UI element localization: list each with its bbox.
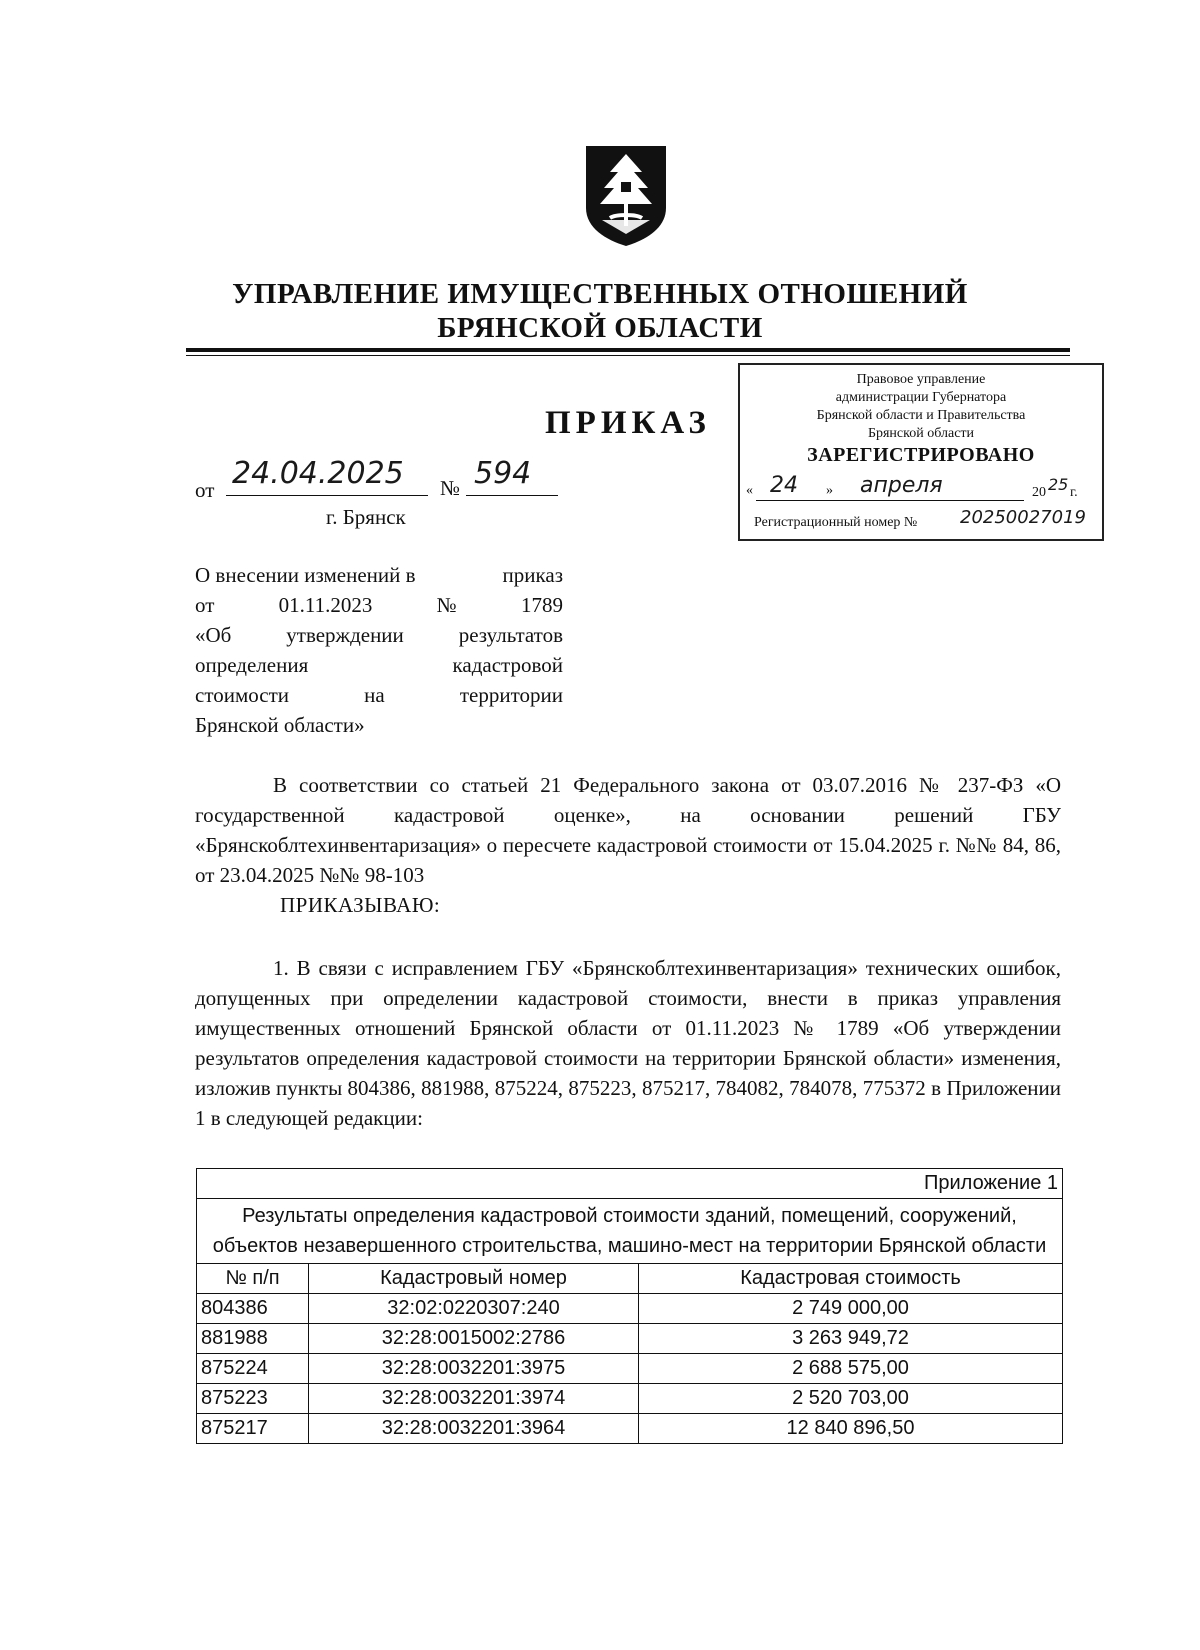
column-header: № п/п — [197, 1264, 309, 1294]
table-cell: 2 688 575,00 — [639, 1354, 1063, 1384]
table-cell: 3 263 949,72 — [639, 1324, 1063, 1354]
registration-stamp: Правовое управление администрации Губернатора Брянской области и Правительства Брянской области ЗАРЕГИСТРИРОВАНО « 24 » апреля 20 25 г. Регистрационный номер № 20250027019 — [738, 363, 1104, 541]
cadastral-value-table — [196, 1168, 1063, 1444]
table-cell: 804386 — [197, 1294, 309, 1324]
subject-word: кадастровой — [452, 653, 563, 677]
paragraph-1: 1. В связи с исправлением ГБУ «Брянскоблтехинвентаризация» технических ошибок, допущенных при определении кадастровой стоимости, внести в приказ управления имущественных отношений Брянской области от 01.11.2023 № 1789 «Об утверждении результатов определения кадастровой стоимости на территории Брянской области» изменения, изложив пункты 804386, 881988, 875224, 875223, 875217, 784082, 784078, 775372 в Приложении 1 в следующей редакции: — [195, 956, 1061, 1130]
subject-word: территории — [459, 683, 563, 707]
date-underline — [226, 495, 428, 496]
table-row — [197, 1354, 1063, 1384]
stamp-line: Брянской области и Правительства — [816, 408, 1026, 423]
header-divider-thin — [186, 355, 1070, 356]
date-prefix: от — [195, 478, 215, 502]
document-number: 594 — [474, 456, 532, 491]
order-word: ПРИКАЗЫВАЮ: — [280, 893, 441, 917]
stamp-reg-number: 20250027019 — [960, 507, 1086, 528]
table-cell: 875223 — [197, 1384, 309, 1414]
table-row — [197, 1294, 1063, 1324]
subject-word: приказ — [502, 563, 563, 587]
stamp-year-suffix: 25 — [1048, 475, 1069, 494]
table-cell: 2 749 000,00 — [639, 1294, 1063, 1324]
stamp-year-prefix: 20 — [1032, 485, 1046, 500]
table-cell: 32:02:0220307:240 — [309, 1294, 639, 1324]
subject-word: на — [364, 683, 385, 707]
subject-word: стоимости — [195, 683, 290, 707]
table-header-row — [197, 1264, 1063, 1294]
subject-word: 01.11.2023 — [278, 593, 373, 617]
table-cell: 875217 — [197, 1414, 309, 1444]
subject-word: О внесении изменений в — [195, 563, 416, 587]
city: г. Брянск — [326, 505, 406, 529]
stamp-reg-label: Регистрационный номер № — [754, 515, 918, 530]
subject-word: результатов — [458, 623, 563, 647]
organization-name-line1: УПРАВЛЕНИЕ ИМУЩЕСТВЕННЫХ ОТНОШЕНИЙ — [232, 278, 968, 310]
subject-word: 1789 — [520, 593, 563, 617]
preamble-paragraph: В соответствии со статьей 21 Федерального закона от 03.07.2016 № 237-ФЗ «О государственной кадастровой оценке», на основании решений ГБУ «Брянскоблтехинвентаризация» о пересчете кадастровой стоимости от 15.04.2025 г. №№ 84, 86, от 23.04.2025 №№ 98-103 — [195, 773, 1061, 887]
number-underline — [466, 495, 558, 496]
table-cell: 32:28:0032201:3975 — [309, 1354, 639, 1384]
stamp-line: администрации Губернатора — [835, 390, 1007, 405]
order-subject — [195, 560, 563, 740]
subject-word: Брянской области» — [195, 713, 365, 737]
appendix-label: Приложение 1 — [197, 1169, 1063, 1199]
table-cell: 32:28:0015002:2786 — [309, 1324, 639, 1354]
subject-word: «Об — [195, 623, 232, 647]
document-type: ПРИКАЗ — [545, 405, 711, 441]
table-row — [197, 1414, 1063, 1444]
table-row — [197, 1324, 1063, 1354]
subject-word: № — [436, 593, 457, 617]
stamp-year-unit: г. — [1070, 485, 1078, 500]
stamp-line: Правовое управление — [856, 372, 986, 387]
table-cell: 881988 — [197, 1324, 309, 1354]
stamp-line: Брянской области — [867, 426, 975, 441]
stamp-month: апреля — [860, 473, 943, 498]
coat-of-arms-icon — [580, 142, 672, 250]
header-divider — [186, 348, 1070, 352]
stamp-day: 24 — [770, 473, 798, 498]
organization-name-line2: БРЯНСКОЙ ОБЛАСТИ — [437, 312, 763, 344]
number-sign: № — [440, 476, 461, 500]
table-cell: 12 840 896,50 — [639, 1414, 1063, 1444]
column-header: Кадастровый номер — [309, 1264, 639, 1294]
table-row — [197, 1384, 1063, 1414]
table-cell: 875224 — [197, 1354, 309, 1384]
table-title: Результаты определения кадастровой стоимости зданий, помещений, сооружений, объектов незавершенного строительства, машино-мест на территории Брянской области — [197, 1199, 1063, 1264]
document-date: 24.04.2025 — [232, 456, 404, 491]
subject-word: определения — [195, 653, 309, 677]
table-cell: 32:28:0032201:3974 — [309, 1384, 639, 1414]
subject-word: утверждении — [286, 623, 404, 647]
stamp-registered: ЗАРЕГИСТРИРОВАНО — [807, 444, 1035, 466]
subject-word: от — [195, 593, 215, 617]
column-header: Кадастровая стоимость — [639, 1264, 1063, 1294]
table-cell: 2 520 703,00 — [639, 1384, 1063, 1414]
table-cell: 32:28:0032201:3964 — [309, 1414, 639, 1444]
